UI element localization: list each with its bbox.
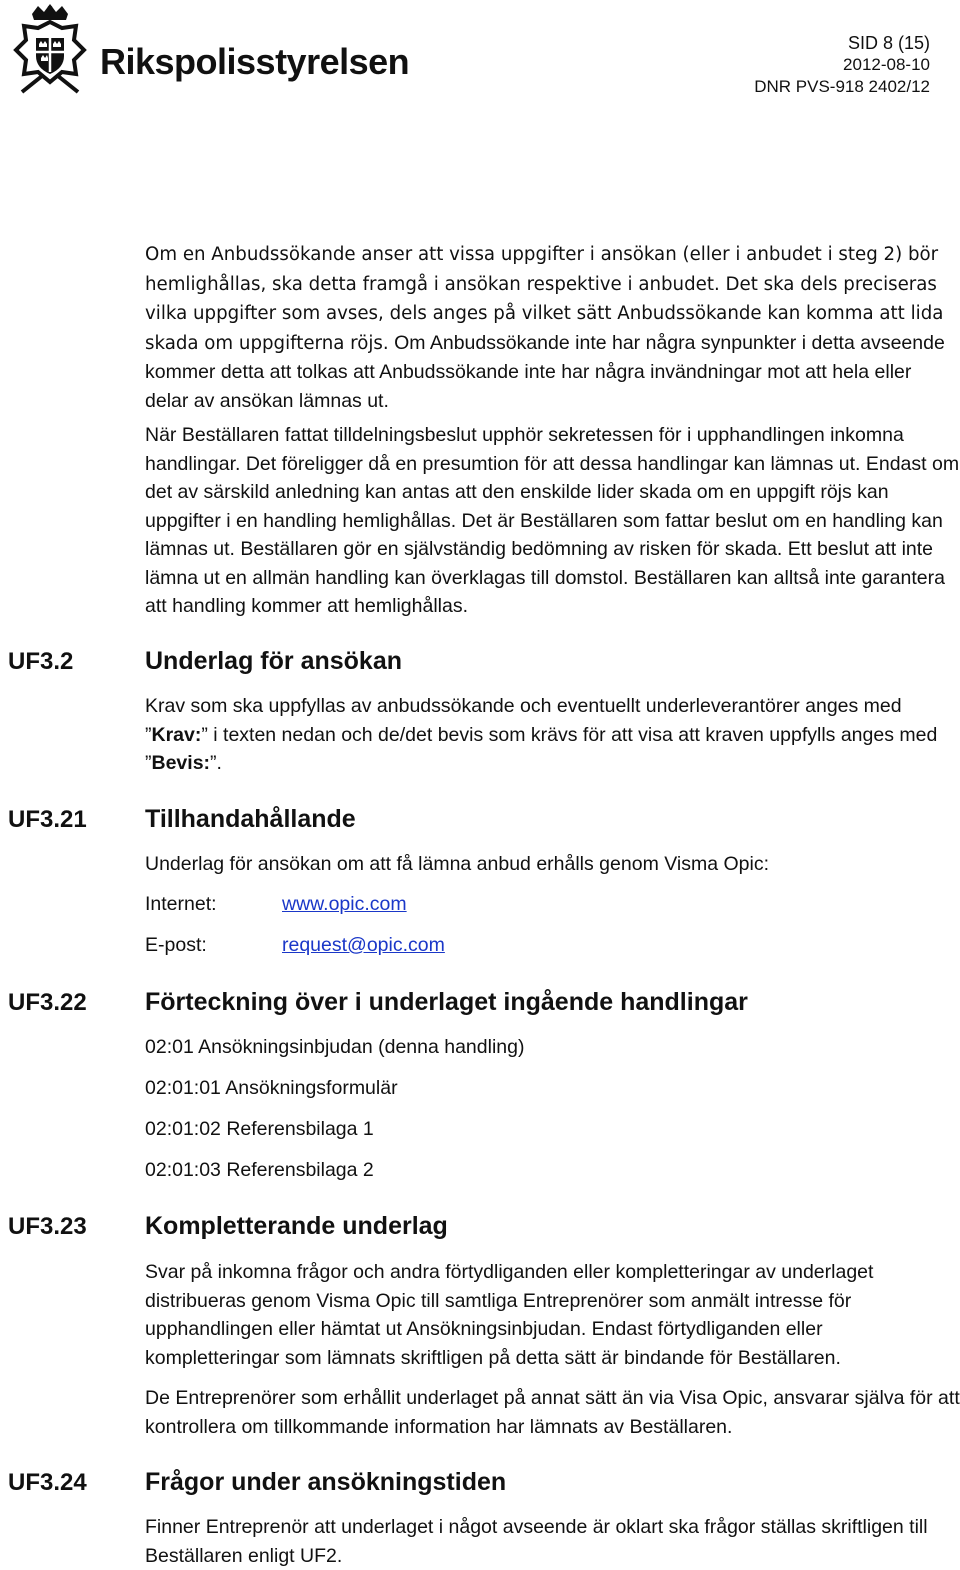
text-segment: ”. [210, 752, 222, 774]
email-link[interactable]: request@opic.com [282, 934, 445, 956]
text-segment: Krav som ska uppfyllas av anbudssökande och eventuellt underleverantörer anges med ” [145, 695, 902, 746]
intro-paragraph-1b: Om Anbudssökande inte har några synpunkter i detta avseende kommer detta att tolkas att Anbudssökande inte har några invändningar mot att hela eller delar av ansökan lämnas ut. [145, 331, 945, 412]
internet-link[interactable]: www.opic.com [282, 893, 407, 915]
intro-paragraph-2: När Beställaren fattat tilldelningsbeslut upphör sekretessen för i upphandlingen inkomna handlingar. Det föreligger då en presumtion för att dessa handlingar kan lämnas ut. Endast om det av särskild anledning kan antas att den enskilde lider skada om en uppgift röjs kan uppgifter i en handling hemlighållas. Det är Beställaren som fattar beslut om en handling kan lämnas ut. Beställaren gör en självständig bedömning av risken för skada. Ett beslut att inte lämna ut en allmän handling kan överklagas till domstol. Beställaren kan alltså inte garantera att handling kommer att hemlighållas. [145, 424, 960, 617]
section-title: Frågor under ansökningstiden [145, 1468, 507, 1496]
internet-label: Internet: [145, 893, 217, 915]
section-title: Förteckning över i underlaget ingående handlingar [145, 988, 748, 1016]
section-number: UF3.22 [8, 989, 87, 1016]
document-date: 2012-08-10 [843, 55, 930, 74]
section-number: UF3.24 [8, 1469, 87, 1496]
intro-paragraph-1 [145, 240, 960, 415]
list-item: 02:01:01 Ansökningsformulär [145, 1077, 398, 1099]
text-segment: ” i texten nedan och de/det bevis som krävs för att visa att kraven uppfylls anges med ” [145, 723, 938, 774]
section-number: UF3.23 [8, 1213, 87, 1240]
section-paragraph [145, 692, 960, 778]
document-meta [754, 32, 930, 98]
list-item: 02:01 Ansökningsinbjudan (denna handling) [145, 1036, 525, 1058]
email-label: E-post: [145, 934, 207, 956]
section-paragraph: Svar på inkomna frågor och andra förtydliganden eller kompletteringar av underlaget distribueras genom Visma Opic till samtliga Entreprenörer som anmält intresse för upphandlingen eller hämtat ut Ansökningsinbjudan. Endast förtydliganden eller kompletteringar som lämnats skriftligen på detta sätt är bindande för Beställaren. [145, 1261, 874, 1369]
internet-row [145, 893, 407, 916]
document-dnr: DNR PVS-918 2402/12 [754, 77, 930, 96]
section-title: Tillhandahållande [145, 805, 356, 833]
list-item: 02:01:02 Referensbilaga 1 [145, 1118, 374, 1140]
page-number: SID 8 (15) [847, 33, 930, 53]
section-paragraph: De Entreprenörer som erhållit underlaget på annat sätt än via Visa Opic, ansvarar själva för att kontrollera om tillkommande information har lämnats av Beställaren. [145, 1387, 960, 1438]
section-number: UF3.21 [8, 806, 87, 833]
police-crest-logo-icon [4, 4, 96, 96]
list-item: 02:01:03 Referensbilaga 2 [145, 1159, 374, 1181]
email-row [145, 934, 445, 957]
section-title: Underlag för ansökan [145, 647, 402, 675]
bevis-term: Bevis: [151, 752, 211, 774]
section-title: Kompletterande underlag [145, 1212, 448, 1240]
brand-name: Rikspolisstyrelsen [100, 41, 410, 82]
section-paragraph: Finner Entreprenör att underlaget i något avseende är oklart ska frågor ställas skriftligen till Beställaren enligt UF2. [145, 1516, 928, 1567]
section-paragraph: Underlag för ansökan om att få lämna anbud erhålls genom Visma Opic: [145, 853, 769, 875]
intro-paragraph-1a: Om en Anbudssökande anser att vissa uppgifter i ansökan (eller i anbudet i steg 2) bör hemlighållas, ska detta framgå i ansökan respektive i anbudet. Det ska dels preciseras vilka uppgifter som avses, dels anges på vilket sätt Anbudssökande kan komma att lida skada om uppgifterna röjs. [145, 244, 944, 354]
section-number: UF3.2 [8, 648, 74, 675]
krav-term: Krav: [151, 723, 202, 746]
